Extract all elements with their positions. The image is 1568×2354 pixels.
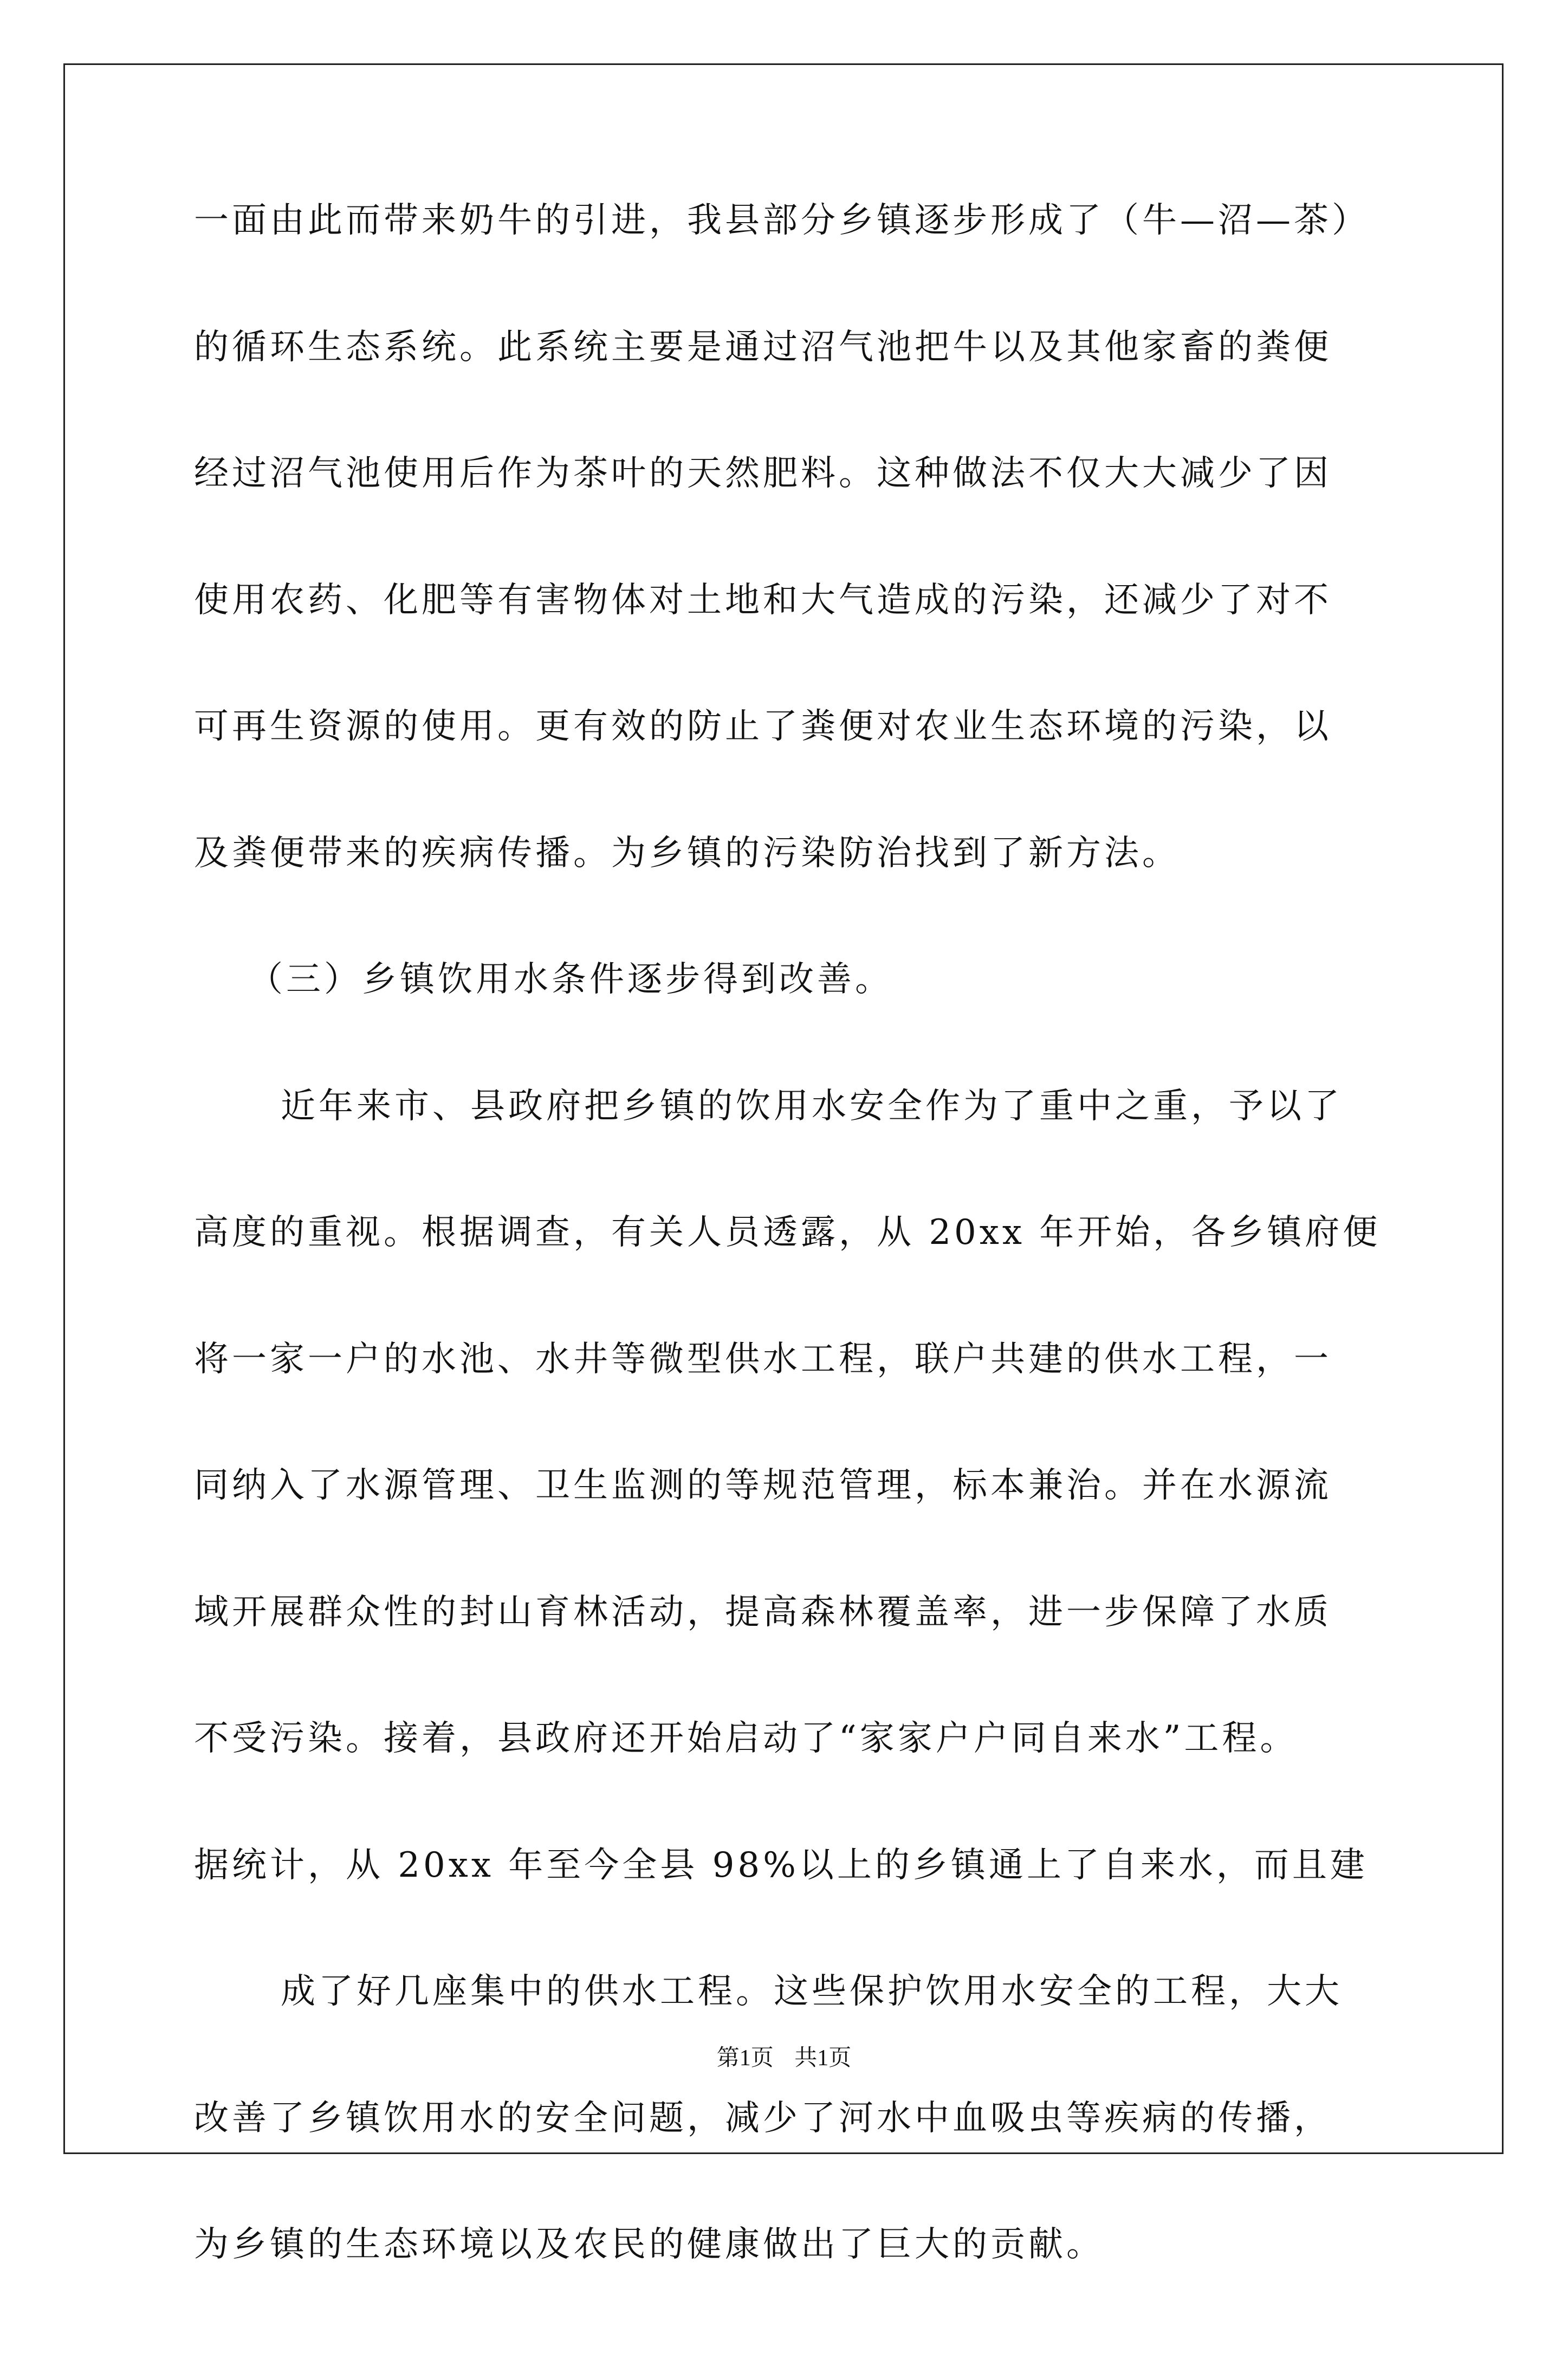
document-body [194,200,1408,2354]
paragraph-line: 高度的重视。根据调查，有关人员透露，从 20xx 年开始，各乡镇府便 [194,1212,1381,1253]
paragraph-line: 的循环生态系统。此系统主要是通过沼气池把牛以及其他家畜的粪便 [194,327,1332,367]
page-total: 共1页 [794,2046,852,2071]
page-footer [0,2040,1568,2072]
paragraph-line: 据统计，从 20xx 年至今全县 98%以上的乡镇通上了自来水，而且建 [194,1845,1368,1885]
paragraph-line: 同纳入了水源管理、卫生监测的等规范管理，标本兼治。并在水源流 [194,1465,1332,1506]
paragraph-line: 及粪便带来的疾病传播。为乡镇的污染防治找到了新方法。 [194,833,1180,873]
paragraph-line: 经过沼气池使用后作为茶叶的天然肥料。这种做法不仅大大减少了因 [194,453,1332,494]
paragraph-line: 可再生资源的使用。更有效的防止了粪便对农业生态环境的污染，以 [194,706,1332,747]
page-number: 第1页 [716,2046,774,2071]
paragraph-line: 不受污染。接着，县政府还开始启动了“家家户户同自来水”工程。 [194,1719,1298,1759]
paragraph-line: 成了好几座集中的供水工程。这些保护饮用水安全的工程，大大 [281,1972,1343,2012]
paragraph-line: 将一家一户的水池、水井等微型供水工程，联户共建的供水工程，一 [194,1339,1332,1379]
section-heading: （三）乡镇饮用水条件逐步得到改善。 [248,959,893,1000]
paragraph-line: 一面由此而带来奶牛的引进，我县部分乡镇逐步形成了（牛—沼—茶） [194,200,1370,241]
paragraph-line: 改善了乡镇饮用水的安全问题，减少了河水中血吸虫等疾病的传播， [194,2098,1332,2138]
paragraph-line: 近年来市、县政府把乡镇的饮用水安全作为了重中之重，予以了 [281,1086,1343,1126]
paragraph-line: 为乡镇的生态环境以及农民的健康做出了巨大的贡献。 [194,2225,1104,2265]
paragraph-line: 使用农药、化肥等有害物体对土地和大气造成的污染，还减少了对不 [194,580,1332,620]
paragraph-line: 域开展群众性的封山育林活动，提高森林覆盖率，进一步保障了水质 [194,1592,1332,1632]
